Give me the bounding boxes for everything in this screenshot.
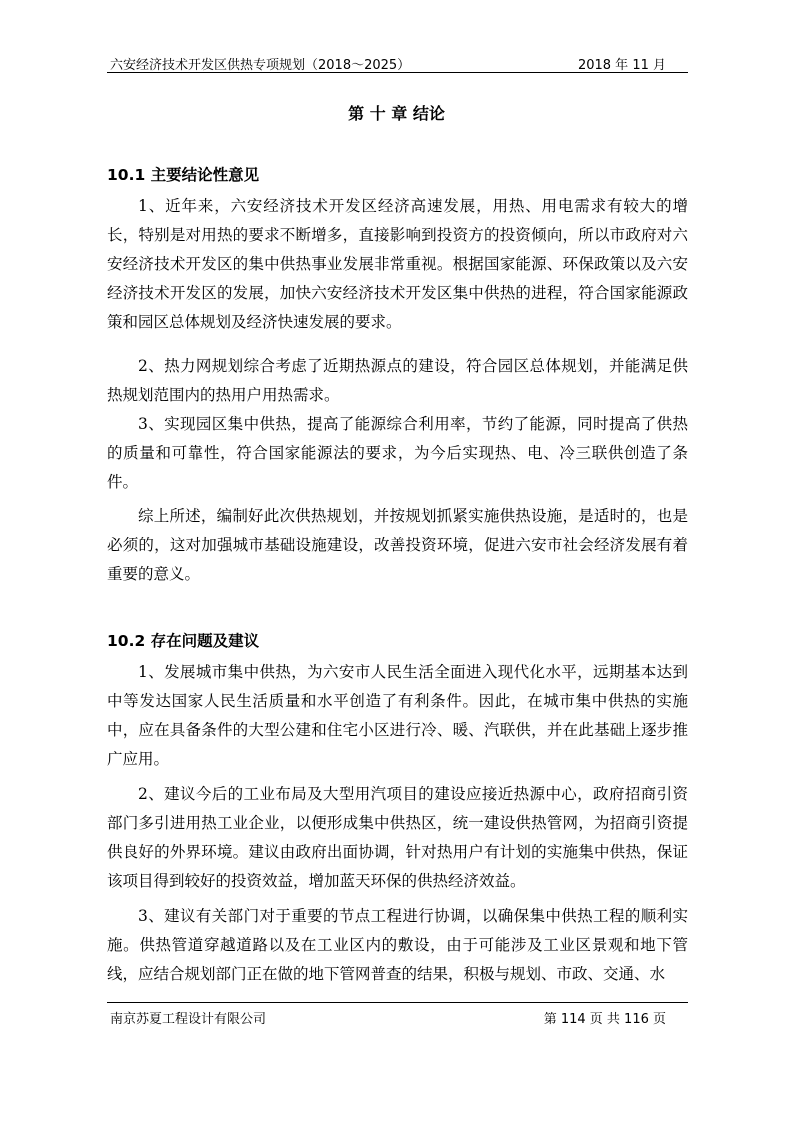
- paragraph: 3、建议有关部门对于重要的节点工程进行协调，以确保集中供热工程的顺利实施。供热管道穿越道路以及在工业区内的敷设，由于可能涉及工业区景观和地下管线，应结合规划部门正在做的地下管网普查的结果，积极与规划、市政、交通、水: [107, 907, 688, 983]
- footer-company: 南京苏夏工程设计有限公司: [110, 1012, 267, 1027]
- paragraph: 综上所述，编制好此次供热规划，并按规划抓紧实施供热设施，是适时的，也是必须的，这对加强城市基础设施建设，改善投资环境，促进六安市社会经济发展有着重要的意义。: [107, 507, 688, 583]
- paragraph: 1、近年来，六安经济技术开发区经济高速发展，用热、用电需求有较大的增长，特别是对用热的要求不断增多，直接影响到投资方的投资倾向，所以市政府对六安经济技术开发区的集中供热事业发展非常重视。根据国家能源、环保政策以及六安经济技术开发区的发展，加快六安经济技术开发区集中供热的进程，符合国家能源政策和园区总体规划及经济快速发展的要求。: [107, 197, 688, 331]
- chapter-title: 第 十 章 结论: [348, 104, 445, 123]
- paragraph: 3、实现园区集中供热，提高了能源综合利用率，节约了能源，同时提高了供热的质量和可靠性，符合国家能源法的要求，为今后实现热、电、冷三联供创造了条件。: [107, 415, 688, 491]
- header-document-title: 六安经济技术开发区供热专项规划（2018～2025）: [110, 58, 411, 73]
- paragraph: 2、热力网规划综合考虑了近期热源点的建设，符合园区总体规划，并能满足供热规划范围内的热用户用热需求。: [107, 357, 688, 404]
- footer-page-number: 第 114 页 共 116 页: [543, 1012, 666, 1027]
- paragraph: 1、发展城市集中供热，为六安市人民生活全面进入现代化水平，远期基本达到中等发达国家人民生活质量和水平创造了有利条件。因此，在城市集中供热的实施中，应在具备条件的大型公建和住宅小区进行冷、暖、汽联供，并在此基础上逐步推广应用。: [107, 663, 688, 768]
- paragraph: 2、建议今后的工业布局及大型用汽项目的建设应接近热源中心，政府招商引资部门多引进用热工业企业，以便形成集中供热区，统一建设供热管网，为招商引资提供良好的外界环境。建议由政府出面协调，针对热用户有计划的实施集中供热，保证该项目得到较好的投资效益，增加蓝天环保的供热经济效益。: [107, 785, 688, 890]
- page-footer: [107, 1002, 688, 1027]
- section-title-10-2: 10.2 存在问题及建议: [107, 632, 260, 650]
- header-date: 2018 年 11 月: [577, 58, 666, 73]
- section-title-10-1: 10.1 主要结论性意见: [107, 166, 260, 184]
- page-header: [107, 52, 688, 73]
